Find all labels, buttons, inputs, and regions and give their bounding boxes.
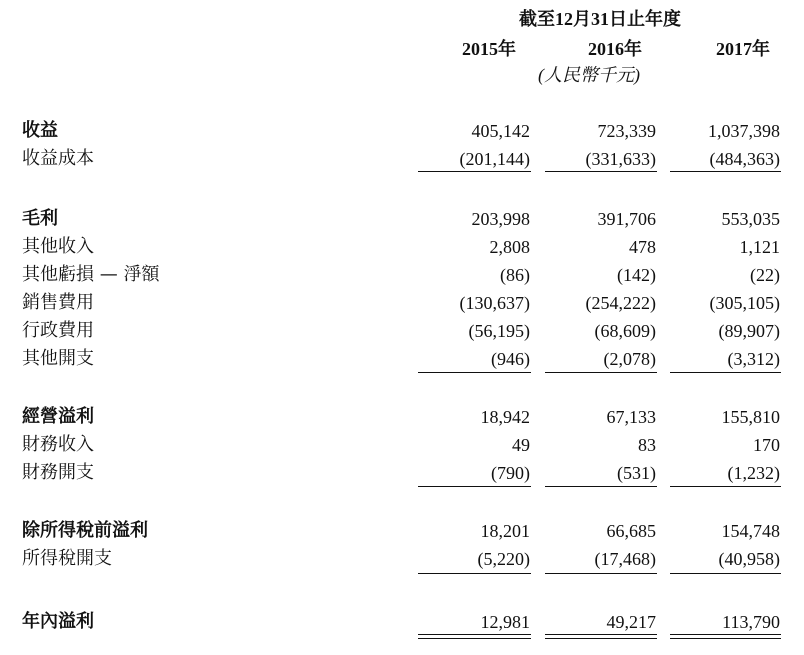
row-value: (68,609) xyxy=(594,321,656,341)
row-value: 478 xyxy=(629,237,656,257)
row-label: 其他收入 xyxy=(22,236,94,257)
year-header-2017: 2017年 xyxy=(716,39,770,59)
subtotal-rule xyxy=(418,573,531,574)
row-value: (86) xyxy=(500,265,530,285)
year-header-2015: 2015年 xyxy=(462,39,516,59)
row-value: (790) xyxy=(491,463,530,483)
subtotal-rule xyxy=(670,486,781,487)
row-label: 毛利 xyxy=(22,208,58,229)
row-value: 170 xyxy=(753,435,780,455)
subtotal-rule xyxy=(670,171,781,172)
row-value: (89,907) xyxy=(718,321,780,341)
row-value: 154,748 xyxy=(721,521,780,541)
row-value: 2,808 xyxy=(489,237,530,257)
subtotal-rule xyxy=(545,573,657,574)
row-label: 年內溢利 xyxy=(22,611,94,632)
total-double-rule xyxy=(545,634,657,639)
row-value: (305,105) xyxy=(709,293,780,313)
subtotal-rule xyxy=(545,171,657,172)
row-value: (130,637) xyxy=(459,293,530,313)
row-value: (531) xyxy=(617,463,656,483)
row-value: (2,078) xyxy=(603,349,656,369)
subtotal-rule xyxy=(670,372,781,373)
row-label: 收益 xyxy=(22,120,58,141)
row-value: (331,633) xyxy=(585,149,656,169)
row-value: 49,217 xyxy=(606,612,656,632)
row-value: 67,133 xyxy=(606,407,656,427)
row-value: 49 xyxy=(512,435,530,455)
subtotal-rule xyxy=(418,171,531,172)
total-double-rule xyxy=(418,634,531,639)
period-header: 截至12月31日止年度 xyxy=(519,9,681,29)
total-double-rule xyxy=(670,634,781,639)
row-value: (5,220) xyxy=(477,549,530,569)
row-value: 553,035 xyxy=(721,209,780,229)
row-value: 723,339 xyxy=(597,121,656,141)
row-value: 18,201 xyxy=(480,521,530,541)
row-value: 391,706 xyxy=(597,209,656,229)
row-label: 其他開支 xyxy=(22,348,94,369)
row-value: 1,121 xyxy=(739,237,780,257)
row-label: 除所得稅前溢利 xyxy=(22,520,148,541)
subtotal-rule xyxy=(670,573,781,574)
row-value: 203,998 xyxy=(471,209,530,229)
row-value: (142) xyxy=(617,265,656,285)
row-value: (201,144) xyxy=(459,149,530,169)
subtotal-rule xyxy=(418,486,531,487)
row-value: 12,981 xyxy=(480,612,530,632)
year-header-2016: 2016年 xyxy=(588,39,642,59)
row-value: (484,363) xyxy=(709,149,780,169)
row-label: 行政費用 xyxy=(22,320,94,341)
row-label: 財務收入 xyxy=(22,434,94,455)
subtotal-rule xyxy=(545,372,657,373)
row-value: 155,810 xyxy=(721,407,780,427)
row-label: 經營溢利 xyxy=(22,406,94,427)
row-label: 其他虧損 — 淨額 xyxy=(22,264,160,285)
row-value: 18,942 xyxy=(480,407,530,427)
subtotal-rule xyxy=(418,372,531,373)
row-label: 銷售費用 xyxy=(22,292,94,313)
row-value: (254,222) xyxy=(585,293,656,313)
row-value: 113,790 xyxy=(722,612,780,632)
row-value: (3,312) xyxy=(727,349,780,369)
unit-label: (人民幣千元) xyxy=(538,65,640,85)
row-value: (22) xyxy=(750,265,780,285)
row-value: 1,037,398 xyxy=(708,121,780,141)
row-label: 財務開支 xyxy=(22,462,94,483)
row-value: 405,142 xyxy=(471,121,530,141)
row-value: 66,685 xyxy=(606,521,656,541)
row-value: (946) xyxy=(491,349,530,369)
row-label: 所得稅開支 xyxy=(22,548,112,569)
row-value: (17,468) xyxy=(594,549,656,569)
row-value: 83 xyxy=(638,435,656,455)
row-value: (56,195) xyxy=(468,321,530,341)
row-label: 收益成本 xyxy=(22,148,94,169)
row-value: (1,232) xyxy=(727,463,780,483)
subtotal-rule xyxy=(545,486,657,487)
row-value: (40,958) xyxy=(718,549,780,569)
